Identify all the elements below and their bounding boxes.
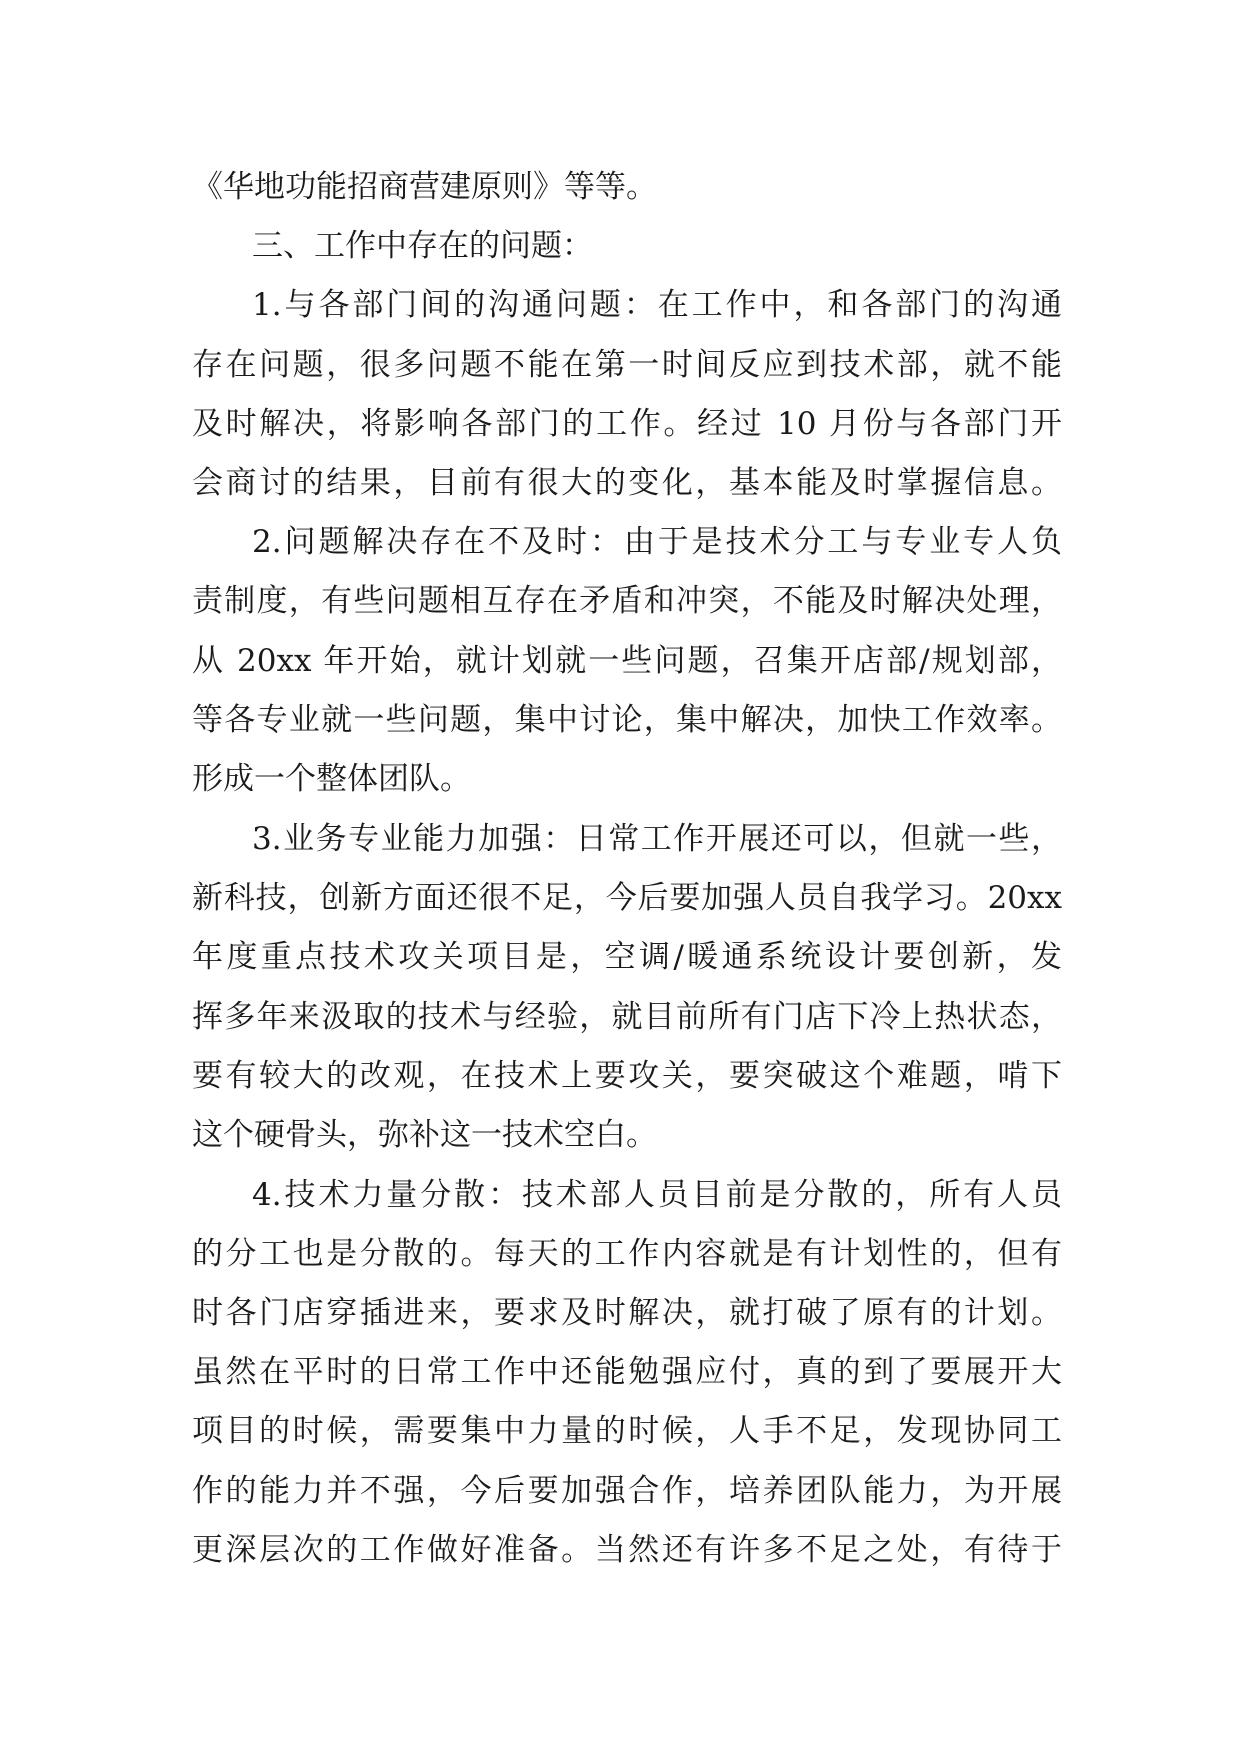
text-line: 挥多年来汲取的技术与经验，就目前所有门店下冷上热状态， bbox=[192, 999, 1062, 1035]
text-line: 项目的时候，需要集中力量的时候，人手不足，发现协同工 bbox=[192, 1413, 1062, 1449]
text-line: 2.问题解决存在不及时：由于是技术分工与专业专人负 bbox=[252, 524, 1062, 560]
text-line: 虽然在平时的日常工作中还能勉强应付，真的到了要展开大 bbox=[192, 1354, 1062, 1390]
text-line: 存在问题，很多问题不能在第一时间反应到技术部，就不能 bbox=[192, 347, 1062, 383]
text-line: 及时解决，将影响各部门的工作。经过 10 月份与各部门开 bbox=[192, 406, 1062, 442]
text-line: 等各专业就一些问题，集中讨论，集中解决，加快工作效率。 bbox=[192, 702, 1062, 738]
text-line: 4.技术力量分散：技术部人员目前是分散的，所有人员 bbox=[252, 1177, 1062, 1213]
text-line: 这个硬骨头，弥补这一技术空白。 bbox=[192, 1117, 657, 1153]
text-line: 从 20xx 年开始，就计划就一些问题，召集开店部/规划部， bbox=[192, 643, 1062, 679]
text-line: 责制度，有些问题相互存在矛盾和冲突，不能及时解决处理， bbox=[192, 583, 1062, 619]
text-line: 3.业务专业能力加强：日常工作开展还可以，但就一些， bbox=[252, 821, 1062, 857]
text-line: 《华地功能招商营建原则》等等。 bbox=[192, 169, 657, 205]
text-line: 作的能力并不强，今后要加强合作，培养团队能力，为开展 bbox=[192, 1473, 1062, 1509]
section-heading: 三、工作中存在的问题： bbox=[252, 228, 593, 264]
text-line: 新科技，创新方面还很不足，今后要加强人员自我学习。20xx bbox=[192, 880, 1062, 916]
text-line: 年度重点技术攻关项目是，空调/暖通系统设计要创新，发 bbox=[192, 939, 1062, 975]
text-line: 形成一个整体团队。 bbox=[192, 761, 471, 797]
text-line: 更深层次的工作做好准备。当然还有许多不足之处，有待于 bbox=[192, 1532, 1062, 1568]
text-line: 要有较大的改观，在技术上要攻关，要突破这个难题，啃下 bbox=[192, 1058, 1062, 1094]
text-line: 的分工也是分散的。每天的工作内容就是有计划性的，但有 bbox=[192, 1236, 1062, 1272]
text-line: 1.与各部门间的沟通问题：在工作中，和各部门的沟通 bbox=[252, 287, 1062, 323]
text-line: 时各门店穿插进来，要求及时解决，就打破了原有的计划。 bbox=[192, 1295, 1062, 1331]
text-line: 会商讨的结果，目前有很大的变化，基本能及时掌握信息。 bbox=[192, 465, 1062, 501]
